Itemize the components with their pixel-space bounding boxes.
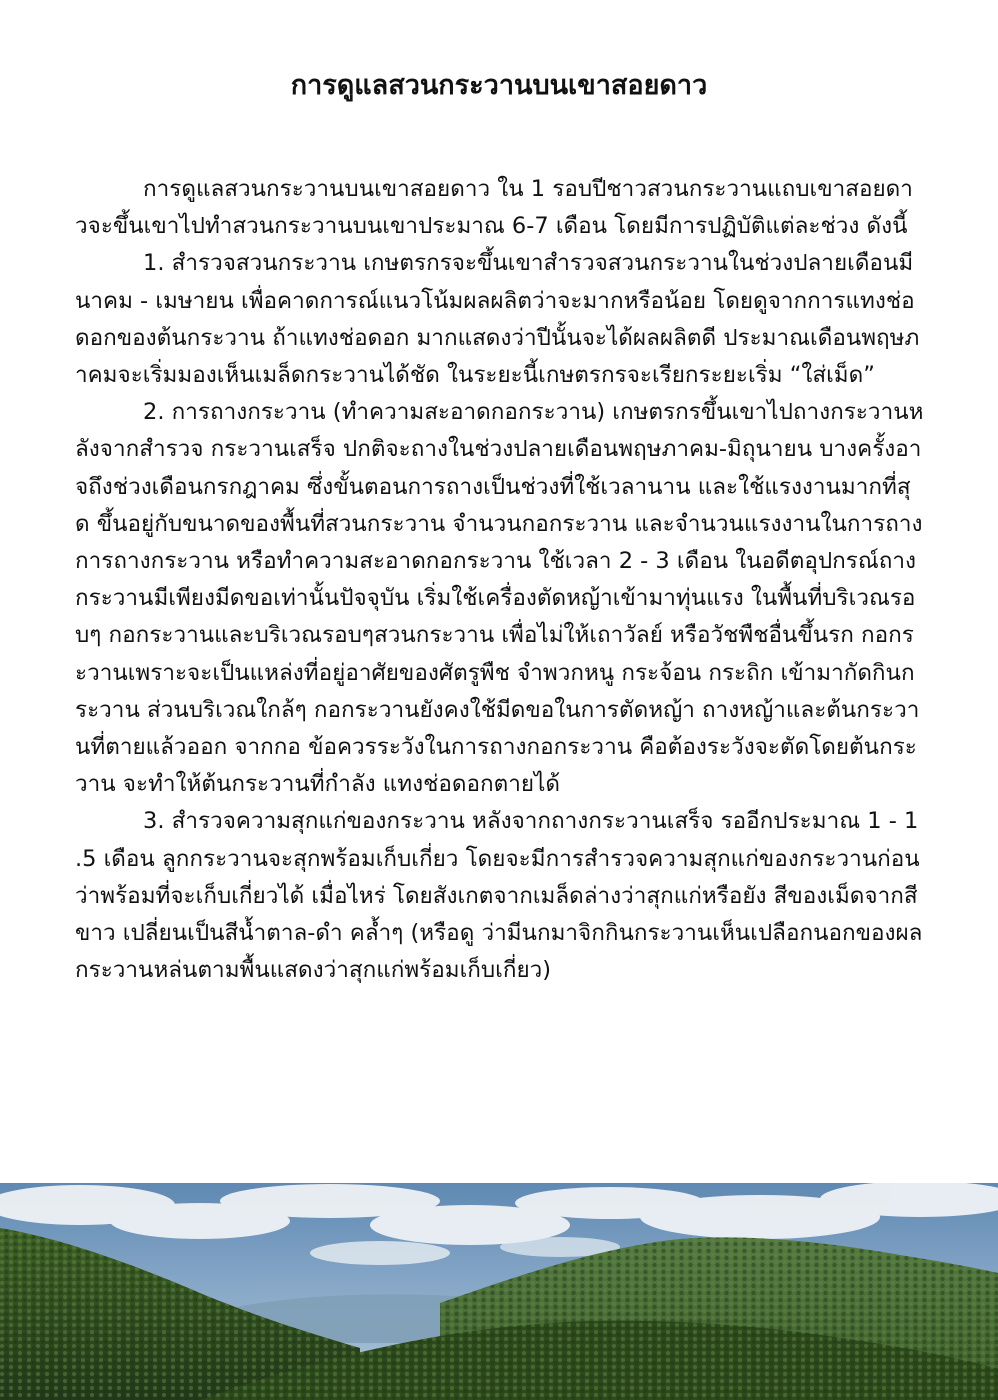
step-2-paragraph: 2. การถางกระวาน (ทำความสะอาดกอกระวาน) เกษตรกรขึ้นเขาไปถางกระวานหลังจากสำรวจ กระวานเสร็จ ปกติจะถางในช่วงปลายเดือนพฤษภาคม-มิถุนายน บางครั้งอาจถึงช่วงเดือนกรกฎาคม ซึ่งขั้นตอนการถางเป็นช่วงที่ใช้เวลานาน และใช้แรงงานมากที่สุด ขึ้นอยู่กับขนาดของพื้นที่สวนกระวาน จำนวนกอกระวาน และจำนวนแรงงานในการถาง การถางกระวาน หรือทำความสะอาดกอกระวาน ใช้เวลา 2 - 3 เดือน ในอดีตอุปกรณ์ถางกระวานมีเพียงมีดขอเท่านั้นปัจจุบัน เริ่มใช้เครื่องตัดหญ้าเข้ามาทุ่นแรง ในพื้นที่บริเวณรอบๆ กอกระวานและบริเวณรอบๆสวนกระวาน เพื่อไม่ให้เถาวัลย์ หรือวัชพืชอื่นขึ้นรก กอกระวานเพราะจะเป็นแหล่งที่อยู่อาศัยของศัตรูพืช จำพวกหนู กระจ้อน กระถิก เข้ามากัดกินกระวาน ส่วนบริเวณใกล้ๆ กอกระวานยังคงใช้มีดขอในการตัดหญ้า ถางหญ้าและต้นกระวานที่ตายแล้วออก จากกอ ข้อควรระวังในการถางกอกระวาน คือต้องระวังจะตัดโดยต้นกระวาน จะทำให้ต้นกระวานที่กำลัง แทงช่อดอกตายได้: [75, 399, 924, 798]
step-3-paragraph: 3. สำรวจความสุกแก่ของกระวาน หลังจากถางกระวานเสร็จ รออีกประมาณ 1 - 1.5 เดือน ลูกกระวานจะสุกพร้อมเก็บเกี่ยว โดยจะมีการสำรวจความสุกแก่ของกระวานก่อนว่าพร้อมที่จะเก็บเกี่ยวได้ เมื่อไหร่ โดยสังเกตจากเมล็ดล่างว่าสุกแก่หรือยัง สีของเม็ดจากสีขาว เปลี่ยนเป็นสีน้ำตาล-ดำ คล้ำๆ (หรือดู ว่ามีนกมาจิกกินกระวานเห็นเปลือกนอกของผลกระวานหล่นตามพื้นแสดงว่าสุกแก่พร้อมเก็บเกี่ยว): [75, 808, 923, 984]
intro-paragraph: การดูแลสวนกระวานบนเขาสอยดาว ใน 1 รอบปีชาวสวนกระวานแถบเขาสอยดาวจะขึ้นเขาไปทำสวนกระวานบนเขาประมาณ 6-7 เดือน โดยมีการปฏิบัติแต่ละช่วง ดังนี้: [75, 176, 913, 240]
page-title: การดูแลสวนกระวานบนเขาสอยดาว: [290, 70, 708, 101]
article-body: [75, 171, 925, 989]
step-1-paragraph: 1. สำรวจสวนกระวาน เกษตรกรจะขึ้นเขาสำรวจสวนกระวานในช่วงปลายเดือนมีนาคม - เมษายน เพื่อคาดการณ์แนวโน้มผลผลิตว่าจะมากหรือน้อย โดยดูจากการแทงช่อดอกของต้นกระวาน ถ้าแทงช่อดอก มากแสดงว่าปีนั้นจะได้ผลผลิตดี ประมาณเดือนพฤษภาคมจะเริ่มมองเห็นเมล็ดกระวานได้ชัด ในระยะนี้เกษตรกรจะเรียกระยะเริ่ม “ใส่เม็ด”: [75, 250, 920, 389]
mountain-forest-photo: [0, 1183, 998, 1400]
